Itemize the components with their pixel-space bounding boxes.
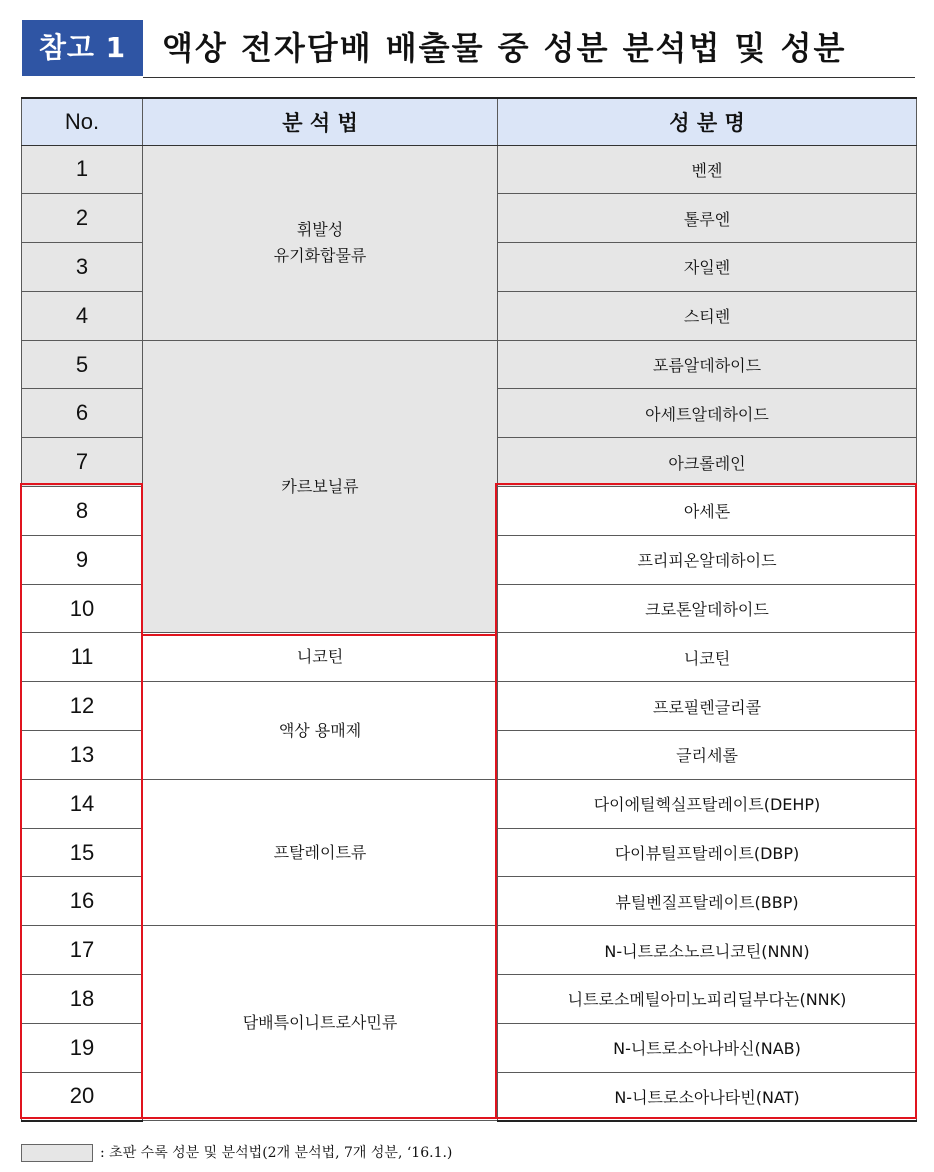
component-cell: 아세트알데하이드 bbox=[498, 389, 917, 438]
method-cell bbox=[143, 340, 498, 633]
component-cell: N-니트로소노르니코틴(NNN) bbox=[498, 926, 917, 975]
method-label: 유기화합물류 bbox=[273, 245, 367, 265]
component-cell: 니트로소메틸아미노피리딜부다논(NNK) bbox=[498, 975, 917, 1024]
component-cell: 글리세롤 bbox=[498, 731, 917, 780]
row-number: 13 bbox=[22, 731, 143, 780]
row-number: 18 bbox=[22, 975, 143, 1024]
table-row bbox=[22, 682, 917, 731]
method-label: 카르보닐류 bbox=[281, 476, 359, 496]
table-row bbox=[22, 145, 917, 194]
component-cell: 아세톤 bbox=[498, 487, 917, 536]
component-cell: N-니트로소아나바신(NAB) bbox=[498, 1023, 917, 1072]
row-number: 5 bbox=[22, 340, 143, 389]
row-number: 14 bbox=[22, 779, 143, 828]
row-number: 6 bbox=[22, 389, 143, 438]
component-cell: 아크롤레인 bbox=[498, 438, 917, 487]
row-number: 11 bbox=[22, 633, 143, 682]
legend-text: : 초판 수록 성분 및 분석법(2개 분석법, 7개 성분, ‘16.1.) bbox=[100, 1145, 453, 1161]
title-bar bbox=[22, 18, 915, 78]
row-number: 20 bbox=[22, 1072, 143, 1121]
row-number: 7 bbox=[22, 438, 143, 487]
row-number: 17 bbox=[22, 926, 143, 975]
component-cell: 다이에틸헥실프탈레이트(DEHP) bbox=[498, 779, 917, 828]
row-number: 3 bbox=[22, 243, 143, 292]
method-cell bbox=[143, 145, 498, 340]
table-row bbox=[22, 633, 917, 682]
table-row bbox=[22, 926, 917, 975]
component-cell: 프로필렌글리콜 bbox=[498, 682, 917, 731]
table-row bbox=[22, 779, 917, 828]
row-number: 19 bbox=[22, 1023, 143, 1072]
row-number: 4 bbox=[22, 291, 143, 340]
analysis-table bbox=[21, 97, 917, 1122]
method-label: 액상 용매제 bbox=[278, 720, 362, 740]
row-number: 9 bbox=[22, 535, 143, 584]
component-cell: 뷰틸벤질프탈레이트(BBP) bbox=[498, 877, 917, 926]
component-cell: 프리피온알데하이드 bbox=[498, 535, 917, 584]
row-number: 1 bbox=[22, 145, 143, 194]
row-number: 2 bbox=[22, 194, 143, 243]
page-title: 액상 전자담배 배출물 중 성분 분석법 및 성분 bbox=[162, 29, 847, 67]
reference-badge: 참고 1 bbox=[22, 20, 143, 76]
component-cell: 포름알데하이드 bbox=[498, 340, 917, 389]
method-cell bbox=[143, 926, 498, 1121]
table-row bbox=[22, 340, 917, 389]
method-label: 휘발성 bbox=[296, 219, 344, 239]
method-cell bbox=[143, 633, 498, 682]
component-cell: 벤젠 bbox=[498, 145, 917, 194]
component-cell: 크로톤알데하이드 bbox=[498, 584, 917, 633]
method-label: 프탈레이트류 bbox=[273, 842, 367, 862]
component-cell: 스티렌 bbox=[498, 291, 917, 340]
component-cell: 다이뷰틸프탈레이트(DBP) bbox=[498, 828, 917, 877]
component-cell: 톨루엔 bbox=[498, 194, 917, 243]
component-cell: N-니트로소아나타빈(NAT) bbox=[498, 1072, 917, 1121]
row-number: 10 bbox=[22, 584, 143, 633]
column-header-no: No. bbox=[22, 98, 143, 145]
row-number: 15 bbox=[22, 828, 143, 877]
column-header-component: 성 분 명 bbox=[498, 98, 917, 145]
method-cell bbox=[143, 779, 498, 925]
component-cell: 니코틴 bbox=[498, 633, 917, 682]
method-label: 니코틴 bbox=[296, 647, 344, 667]
method-cell bbox=[143, 682, 498, 780]
title-underline bbox=[143, 77, 915, 78]
column-header-method: 분 석 법 bbox=[143, 98, 498, 145]
row-number: 16 bbox=[22, 877, 143, 926]
legend-swatch bbox=[21, 1144, 93, 1162]
row-number: 8 bbox=[22, 487, 143, 536]
row-number: 12 bbox=[22, 682, 143, 731]
component-cell: 자일렌 bbox=[498, 243, 917, 292]
method-label: 담배특이니트로사민류 bbox=[242, 1013, 398, 1033]
